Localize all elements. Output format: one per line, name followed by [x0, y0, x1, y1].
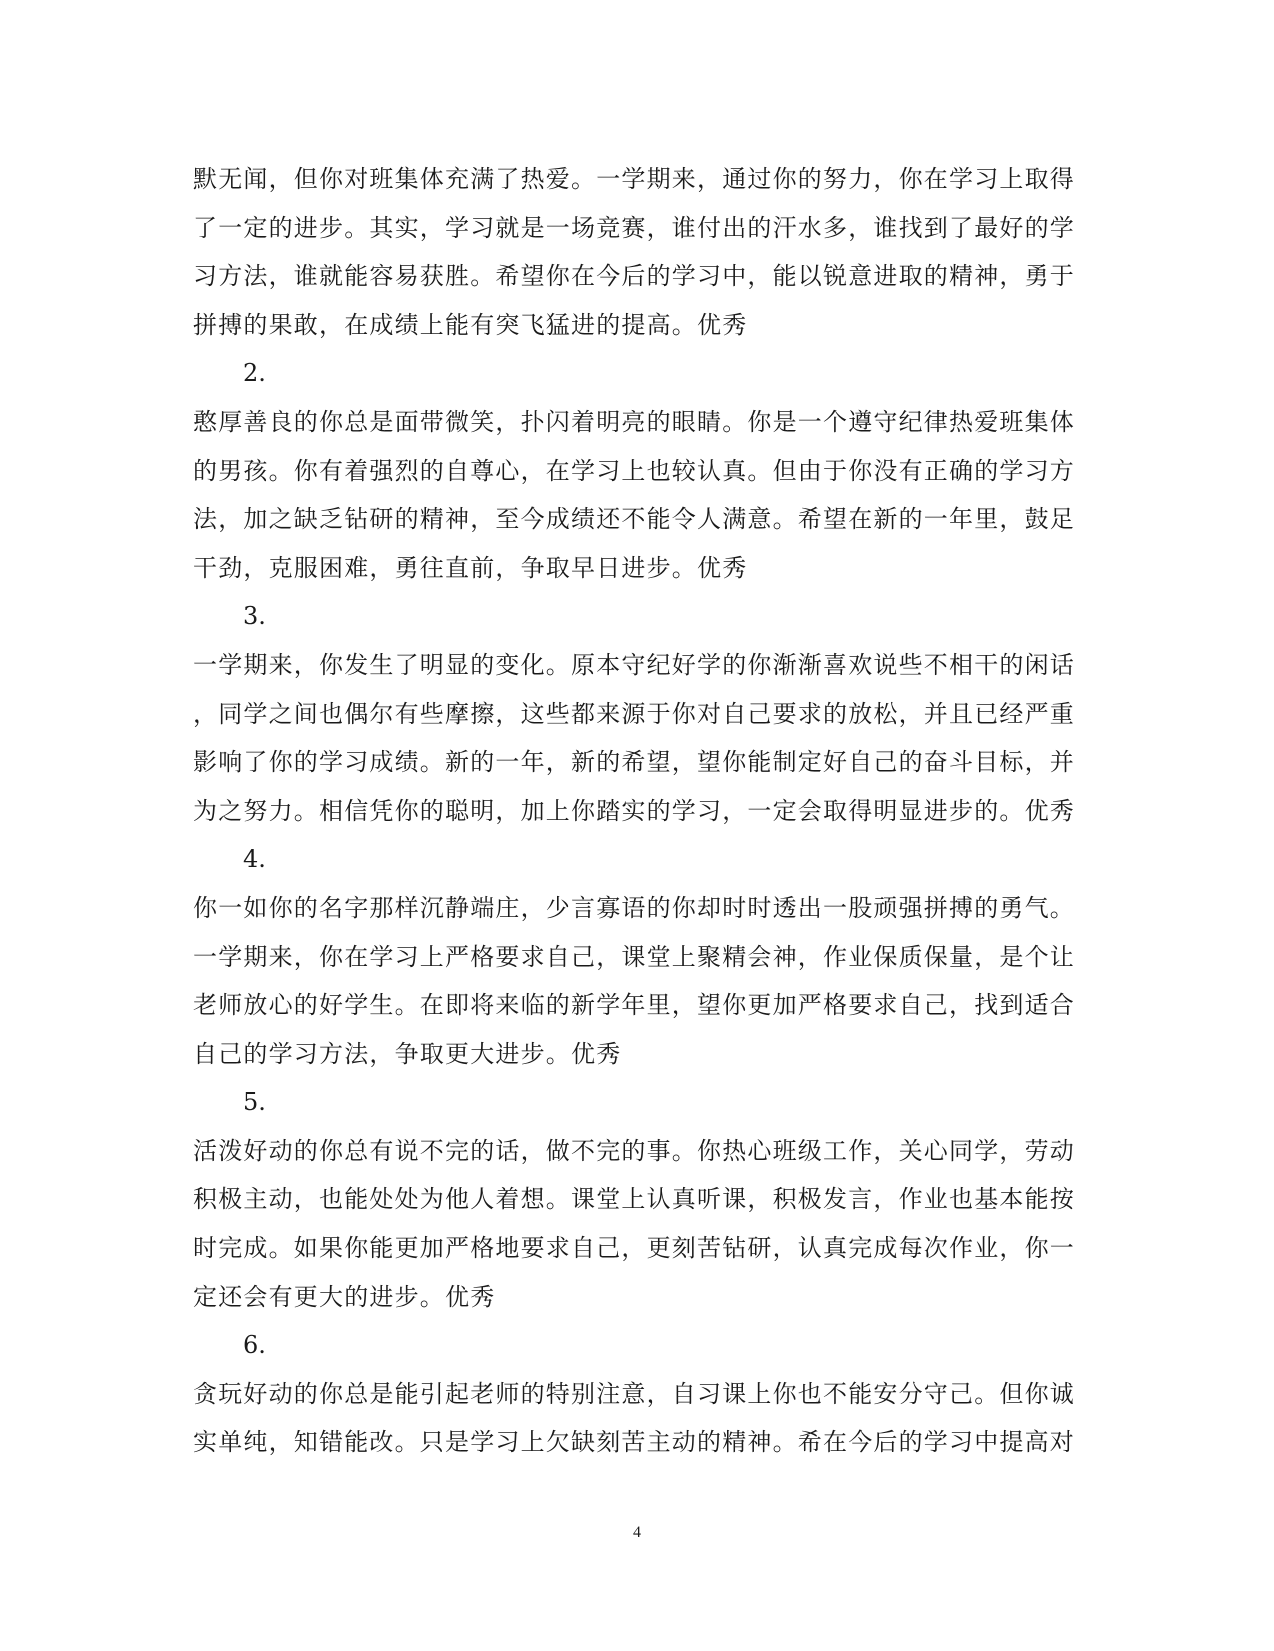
- paragraph-line: 自己的学习方法，争取更大进步。优秀: [193, 1039, 622, 1068]
- item-number: 6.: [243, 1331, 266, 1360]
- paragraph-line: 习方法，谁就能容易获胜。希望你在今后的学习中，能以锐意进取的精神，勇于: [193, 262, 1075, 291]
- page-number: 4: [633, 1524, 641, 1541]
- paragraph-line: 的男孩。你有着强烈的自尊心，在学习上也较认真。但由于你没有正确的学习方: [193, 456, 1075, 485]
- paragraph-line: 干劲，克服困难，勇往直前，争取早日进步。优秀: [193, 553, 748, 582]
- paragraph-line: 定还会有更大的进步。优秀: [193, 1282, 496, 1311]
- paragraph-line: 你一如你的名字那样沉静端庄，少言寡语的你却时时透出一股顽强拼搏的勇气。: [193, 893, 1075, 922]
- paragraph-line: 憨厚善良的你总是面带微笑，扑闪着明亮的眼睛。你是一个遵守纪律热爱班集体: [193, 407, 1075, 436]
- paragraph-line: ，同学之间也偶尔有些摩擦，这些都来源于你对自己要求的放松，并且已经严重: [193, 699, 1075, 728]
- paragraph-line: 法，加之缺乏钻研的精神，至今成绩还不能令人满意。希望在新的一年里，鼓足: [193, 505, 1075, 534]
- document-body: [193, 155, 1073, 1467]
- item-number: 2.: [243, 359, 266, 388]
- paragraph-line: 影响了你的学习成绩。新的一年，新的希望，望你能制定好自己的奋斗目标，并: [193, 748, 1075, 777]
- paragraph-line: 一学期来，你在学习上严格要求自己，课堂上聚精会神，作业保质保量，是个让: [193, 942, 1075, 971]
- paragraph-line: 实单纯，知错能改。只是学习上欠缺刻苦主动的精神。希在今后的学习中提高对: [193, 1428, 1075, 1457]
- item-number: 4.: [243, 845, 266, 874]
- paragraph-line: 为之努力。相信凭你的聪明，加上你踏实的学习，一定会取得明显进步的。优秀: [193, 796, 1075, 825]
- paragraph-line: 贪玩好动的你总是能引起老师的特别注意，自习课上你也不能安分守己。但你诚: [193, 1379, 1075, 1408]
- paragraph-line: 了一定的进步。其实，学习就是一场竞赛，谁付出的汗水多，谁找到了最好的学: [193, 213, 1075, 242]
- paragraph-line: 一学期来，你发生了明显的变化。原本守纪好学的你渐渐喜欢说些不相干的闲话: [193, 650, 1075, 679]
- item-number: 3.: [243, 602, 266, 631]
- paragraph-line: 活泼好动的你总有说不完的话，做不完的事。你热心班级工作，关心同学，劳动: [193, 1136, 1075, 1165]
- paragraph-line: 积极主动，也能处处为他人着想。课堂上认真听课，积极发言，作业也基本能按: [193, 1185, 1075, 1214]
- paragraph-line: 默无闻，但你对班集体充满了热爱。一学期来，通过你的努力，你在学习上取得: [193, 165, 1075, 193]
- paragraph-line: 老师放心的好学生。在即将来临的新学年里，望你更加严格要求自己，找到适合: [193, 991, 1075, 1020]
- paragraph-line: 时完成。如果你能更加严格地要求自己，更刻苦钻研，认真完成每次作业，你一: [193, 1234, 1075, 1263]
- item-number: 5.: [243, 1088, 266, 1117]
- paragraph-line: 拼搏的果敢，在成绩上能有突飞猛进的提高。优秀: [193, 310, 748, 339]
